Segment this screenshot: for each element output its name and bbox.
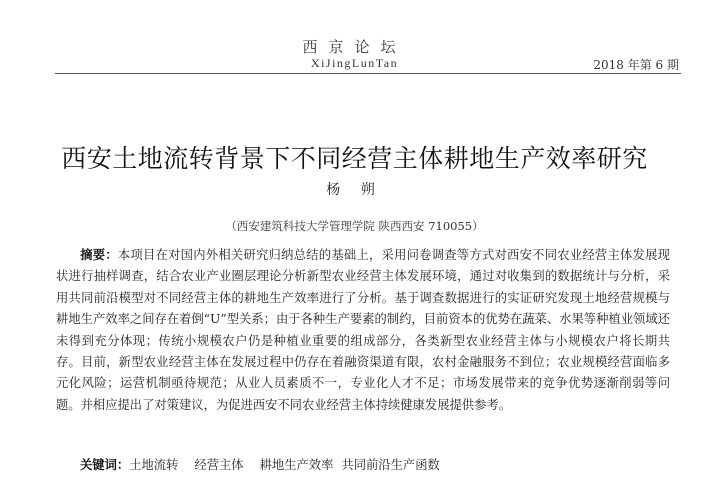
paper-title: 西安土地流转背景下不同经营主体耕地生产效率研究 [61, 144, 648, 173]
header-rule [55, 73, 681, 74]
abstract-text: 本项目在对国内外相关研究归纳总结的基础上，采用问卷调查等方式对西安不同农业经营主体发展现状进行抽样调查，结合农业产业圈层理论分析新型农业经营主体发展环境，通过对收集到的数据统计与分析，采用共同前沿模型对不同经营主体的耕地生产效率进行了分析。基于调查数据进行的实证研究发现土地经营规模与耕地生产效率之间存在着倒“U”型关系；由于各种生产要素的制约，目前资本的优势在蔬菜、水果等种植业领域还未得到充分体现；传统小规模农户仍是种植业重要的组成部分，各类新型农业经营主体与小规模农户将长期共存。目前，新型农业经营主体在发展过程中仍存在着融资渠道有限，农村金融服务不到位；农业规模经营面临多元化风险；运营机制亟待规范；从业人员素质不一，专业化人才不足；市场发展带来的竞争优势逐渐削弱等问题。并相应提出了对策建议，为促进西安不同农业经营主体持续健康发展提供参考。 [56, 248, 670, 412]
journal-name-chinese: 西京论坛 [302, 38, 407, 56]
abstract-paragraph [56, 245, 670, 416]
keyword-item: 耕地生产效率 [259, 458, 334, 472]
keyword-item: 土地流转 [129, 458, 179, 472]
journal-name-pinyin: XiJingLunTan [310, 56, 399, 70]
issue-number: 2018 年第 6 期 [593, 58, 679, 72]
author-name: 杨 朔 [326, 182, 383, 198]
abstract-label: 摘要： [80, 248, 118, 262]
keywords-line [80, 455, 440, 473]
author-affiliation: （西安建筑科技大学管理学院 陕西西安 710055） [225, 219, 484, 233]
keyword-item: 经营主体 [194, 458, 244, 472]
keyword-item: 共同前沿生产函数 [341, 458, 440, 472]
keywords-label: 关键词： [80, 458, 130, 472]
